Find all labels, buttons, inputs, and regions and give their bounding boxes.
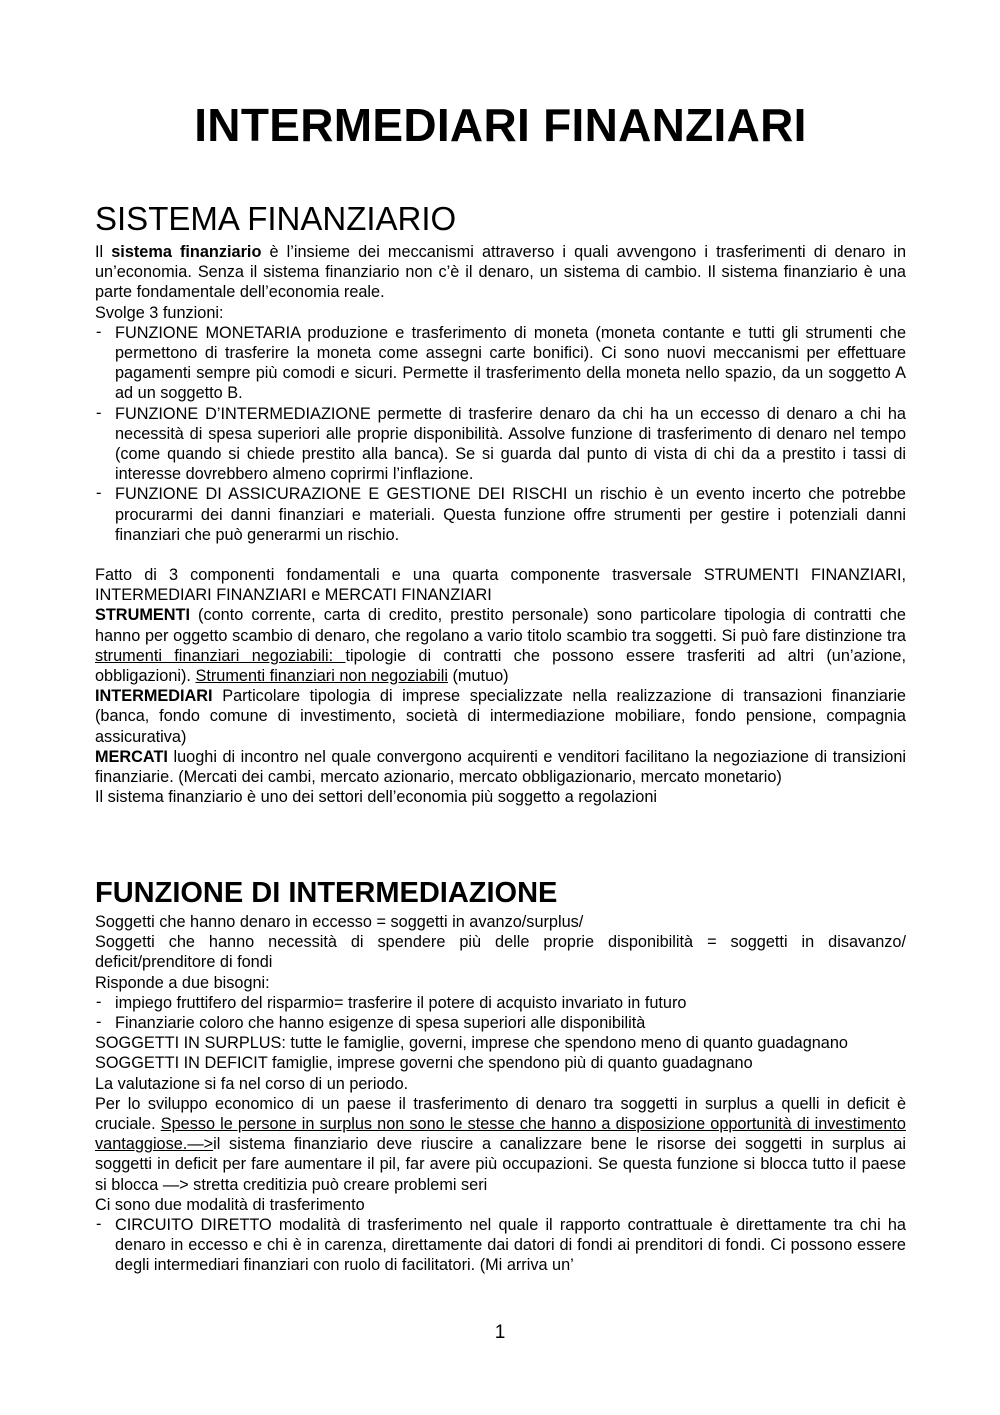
soggetti-surplus: SOGGETTI IN SURPLUS: tutte le famiglie, governi, imprese che spendono meno di quanto guadagnano bbox=[95, 1034, 848, 1053]
mercati-term: MERCATI bbox=[95, 747, 168, 766]
functions-intro: Svolge 3 funzioni: bbox=[95, 303, 224, 322]
deficit-definition: Soggetti che hanno necessità di spendere più delle proprie disponibilità = soggetti in disavanzo/ deficit/prenditore di fondi bbox=[95, 933, 906, 972]
list-item-need-2: - Finanziarie coloro che hanno esigenze di spesa superiori alle disponibilità bbox=[95, 1013, 906, 1033]
strumenti-paragraph bbox=[95, 605, 906, 686]
intro-text: è l’insieme dei meccanismi attraverso i quali avvengono i trasferimenti di denaro in un’economia. Senza il sistema finanziario non c’è il denaro, un sistema di cambio. Il sistema finanziario è una parte fondamentale dell’economia reale. bbox=[95, 243, 906, 302]
closing-paragraph: Il sistema finanziario è uno dei settori dell’economia più soggetto a regolazioni bbox=[95, 788, 658, 807]
strumenti-text: (conto corrente, carta di credito, prestito personale) sono particolare tipologia di contratti che hanno per oggetto scambio di denaro, che regolano a vario titolo scambio tra soggetti. Si può fare distinzione tra bbox=[95, 606, 906, 645]
section-heading-sistema-finanziario: SISTEMA FINANZIARIO bbox=[95, 200, 457, 237]
strumenti-non-negoziabili-underline: Strumenti finanziari non negoziabili bbox=[195, 667, 448, 686]
section-heading-funzione-intermediazione: FUNZIONE DI INTERMEDIAZIONE bbox=[95, 877, 558, 909]
intermediari-text: Particolare tipologia di imprese specializzate nella realizzazione di transazioni finanziarie (banca, fondo comune di investimento, società di intermediazione mobiliare, fondo pensione, compagnia assicurativa) bbox=[95, 687, 906, 746]
soggetti-deficit: SOGGETTI IN DEFICIT famiglie, imprese governi che spendono più di quanto guadagnano bbox=[95, 1054, 753, 1073]
mercati-paragraph bbox=[95, 747, 906, 787]
list-item-circuito-diretto: - CIRCUITO DIRETTO modalità di trasferimento nel quale il rapporto contrattuale è direttamente tra chi ha denaro in eccesso e chi è in carenza, direttamente dai datori di fondi ai prenditori di fondi. Ci possono essere degli intermediari finanziari con ruolo di facilitatori. (Mi arriva un’ bbox=[95, 1215, 906, 1276]
list-item-need-1: - impiego fruttifero del risparmio= trasferire il potere di acquisto invariato in futuro bbox=[95, 993, 906, 1013]
intro-paragraph bbox=[95, 242, 906, 303]
strumenti-term: STRUMENTI bbox=[95, 606, 190, 625]
mercati-text: luoghi di incontro nel quale convergono acquirenti e venditori facilitano la negoziazione di transizioni finanziarie. (Mercati dei cambi, mercato azionario, mercato obbligazionario, mercato monetario) bbox=[95, 747, 906, 787]
intro-bold-term: sistema finanziario bbox=[111, 243, 262, 261]
modalita-list bbox=[95, 1215, 906, 1276]
modalita-intro: Ci sono due modalità di trasferimento bbox=[95, 1195, 365, 1214]
functions-list bbox=[95, 323, 906, 545]
strumenti-negoziabili-underline: strumenti finanziari negoziabili: bbox=[95, 646, 346, 665]
needs-intro: Risponde a due bisogni: bbox=[95, 973, 270, 992]
document-title: INTERMEDIARI FINANZIARI bbox=[194, 99, 807, 151]
list-item-funzione-monetaria: - FUNZIONE MONETARIA produzione e trasferimento di moneta (moneta contante e tutti gli strumenti che permettono di trasferire la moneta come assegni carte bonifici). Ci sono nuovi meccanismi per effettuare pagamenti sempre più comodi e sicuri. Permette il trasferimento della moneta nello spazio, da un soggetto A ad un soggetto B. bbox=[95, 323, 906, 404]
sviluppo-underline: Spesso le persone in surplus non sono le stesse che hanno a disposizione opportunità di investimento vantaggiose.—> bbox=[95, 1115, 906, 1154]
needs-list bbox=[95, 993, 906, 1033]
sviluppo-text-b: il sistema finanziario deve riuscire a canalizzare bene le risorse dei soggetti in surplus ai soggetti in deficit per fare aumentare il pil, far avere più occupazioni. Se questa funzione si blocca tutto il paese si blocca —> stretta creditizia può creare problemi seri bbox=[95, 1135, 906, 1194]
strumenti-mid-text: tipologie di contratti che possono essere trasferiti ad altri (un’azione, obbligazioni). bbox=[95, 646, 906, 686]
list-item-funzione-intermediazione: - FUNZIONE D’INTERMEDIAZIONE permette di trasferire denaro da chi ha un eccesso di denaro a chi ha necessità di spesa superiori alle proprie disponibilità. Assolve funzione di trasferimento di denaro nel tempo (come quando si chiede prestito alla banca). Se si guarda dal punto di vista di chi da a prestito i tassi di interesse dovrebbero almeno coprirmi l’inflazione. bbox=[95, 404, 906, 485]
intermediari-paragraph bbox=[95, 686, 906, 747]
valutazione-line: La valutazione si fa nel corso di un periodo. bbox=[95, 1074, 409, 1093]
page-number: 1 bbox=[494, 1322, 506, 1343]
sviluppo-paragraph bbox=[95, 1094, 906, 1195]
list-item-funzione-assicurazione: - FUNZIONE DI ASSICURAZIONE E GESTIONE DEI RISCHI un rischio è un evento incerto che potrebbe procurarmi dei danni finanziari e materiali. Questa funzione offre strumenti per gestire i potenziali danni finanziari che può generarmi un rischio. bbox=[95, 484, 906, 545]
intro-prefix: Il bbox=[95, 243, 112, 261]
section-funzione-intermediazione bbox=[95, 912, 906, 1276]
strumenti-end-text: (mutuo) bbox=[447, 667, 509, 686]
components-paragraph: Fatto di 3 componenti fondamentali e una quarta componente trasversale STRUMENTI FINANZIARI, INTERMEDIARI FINANZIARI e MERCATI FINANZIARI bbox=[95, 566, 906, 605]
intermediari-term: INTERMEDIARI bbox=[95, 687, 213, 706]
section-sistema-finanziario bbox=[95, 242, 906, 807]
surplus-definition: Soggetti che hanno denaro in eccesso = soggetti in avanzo/surplus/ bbox=[95, 913, 584, 931]
sviluppo-text-a: Per lo sviluppo economico di un paese il trasferimento di denaro tra soggetti in surplus a quelli in deficit è cruciale. bbox=[95, 1094, 906, 1134]
